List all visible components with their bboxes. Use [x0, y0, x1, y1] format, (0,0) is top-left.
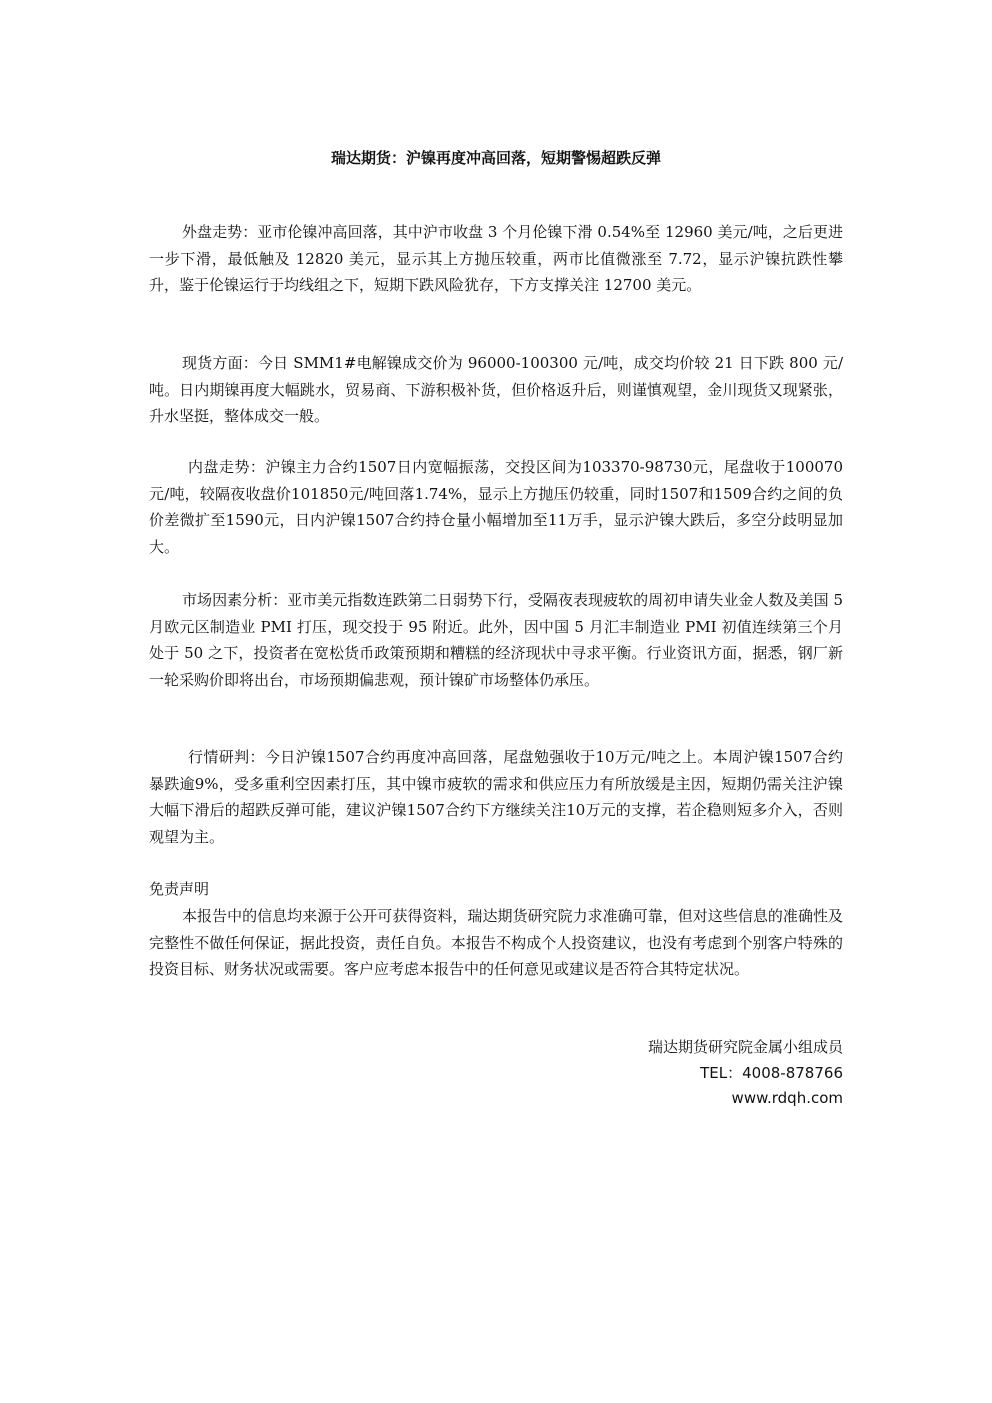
paragraph-spot-market: 现货方面：今日 SMM1#电解镍成交价为 96000-100300 元/吨，成交均价较 21 日下跌 800 元/吨。日内期镍再度大幅跳水，贸易商、下游积极补货，但价格返升后，则谨慎观望，金川现货又现紧张，升水坚挺，整体成交一般。 — [149, 354, 843, 425]
disclaimer-text: 本报告中的信息均来源于公开可获得资料，瑞达期货研究院力求准确可靠，但对这些信息的准确性及完整性不做任何保证，据此投资，责任自负。本报告不构成个人投资建议，也没有考虑到个别客户特殊的投资目标、财务状况或需要。客户应考虑本报告中的任何意见或建议是否符合其特定状况。 — [149, 907, 843, 978]
paragraph-domestic-market: 内盘走势：沪镍主力合约1507日内宽幅振荡，交投区间为103370-98730元，尾盘收于100070元/吨，较隔夜收盘价101850元/吨回落1.74%，显示上方抛压仍较重，同时1507和1509合约之间的负价差微扩至1590元，日内沪镍1507合约持仓量小幅增加至11万手，显示沪镍大跌后，多空分歧明显加大。 — [149, 458, 843, 556]
disclaimer-heading: 免责声明 — [149, 880, 210, 898]
signature-org: 瑞达期货研究院金属小组成员 — [647, 1038, 843, 1056]
signature-website[interactable]: www.rdqh.com — [731, 1089, 843, 1107]
document-title: 瑞达期货：沪镍再度冲高回落，短期警惕超跌反弹 — [330, 149, 661, 167]
signature-tel: TEL：4008-878766 — [700, 1064, 843, 1082]
paragraph-outlook: 行情研判：今日沪镍1507合约再度冲高回落，尾盘勉强收于10万元/吨之上。本周沪镍1507合约暴跌逾9%，受多重利空因素打压，其中镍市疲软的需求和供应压力有所放缓是主因，短期仍需关注沪镍大幅下滑后的超跌反弹可能，建议沪镍1507合约下方继续关注10万元的支撑，若企稳则短多介入，否则观望为主。 — [149, 748, 843, 846]
paragraph-overseas-market: 外盘走势：亚市伦镍冲高回落，其中沪市收盘 3 个月伦镍下滑 0.54%至 12960 美元/吨，之后更进一步下滑，最低触及 12820 美元，显示其上方抛压较重，两市比值微涨至 7.72，显示沪镍抗跌性攀升，鉴于伦镍运行于均线组之下，短期下跌风险犹存，下方支撑关注 12700 美元。 — [149, 223, 843, 294]
paragraph-market-factors: 市场因素分析：亚市美元指数连跌第二日弱势下行，受隔夜表现疲软的周初申请失业金人数及美国 5 月欧元区制造业 PMI 打压，现交投于 95 附近。此外，因中国 5 月汇丰制造业 PMI 初值连续第三个月处于 50 之下，投资者在宽松货币政策预期和糟糕的经济现状中寻求平衡。行业资讯方面，据悉，钢厂新一轮采购价即将出台，市场预期偏悲观，预计镍矿市场整体仍承压。 — [149, 591, 843, 689]
